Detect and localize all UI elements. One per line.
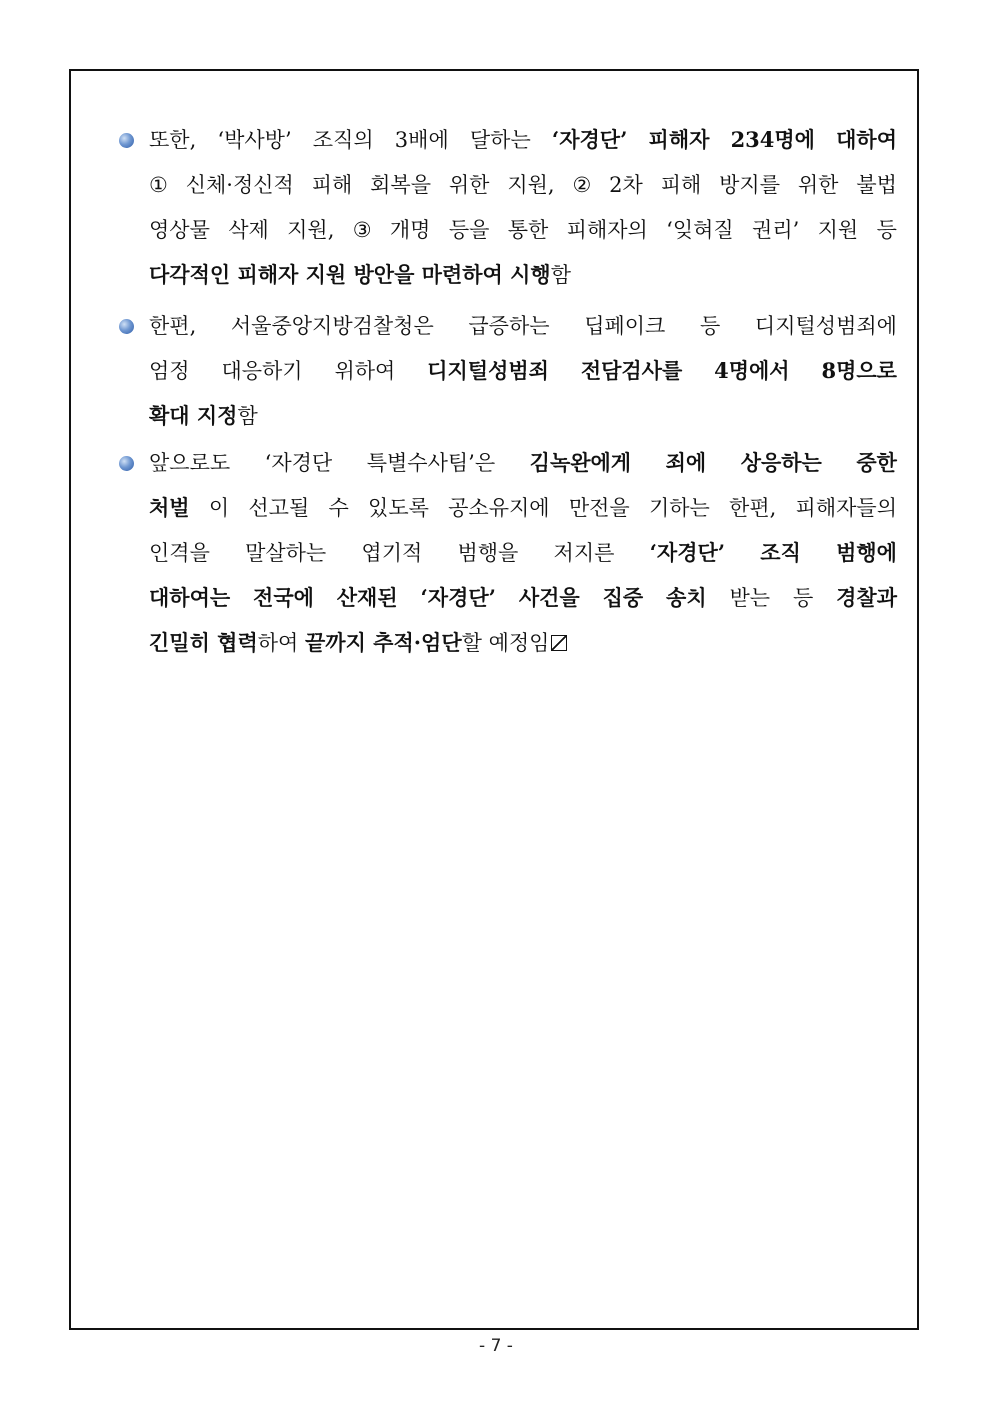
word: 특별수사팀’은 (366, 451, 496, 475)
text-line (149, 448, 897, 478)
word: 엽기적 (361, 541, 423, 565)
bold-word: 대하여 (836, 127, 897, 152)
word: 기하는 (648, 496, 710, 520)
bold-word: 상응하는 (740, 450, 822, 475)
word: 권리’ (752, 218, 800, 242)
word: 달하는 (469, 128, 531, 152)
end-mark-icon (551, 635, 567, 651)
bold-word: 처벌 (149, 495, 190, 520)
word: 피해자들의 (795, 496, 897, 520)
text-run: 하여 (257, 631, 305, 655)
word: 개명 (389, 218, 431, 242)
word: ② (572, 173, 592, 197)
word: 회복을 (370, 173, 431, 197)
word: 엄정 (149, 359, 190, 383)
word: 디지털성범죄에 (754, 314, 897, 338)
word: 또한, (149, 128, 197, 152)
word: 앞으로도 (149, 451, 231, 475)
word: 삭제 (228, 218, 269, 242)
word: 지원 (817, 218, 859, 242)
bold-text: 확대 지정 (149, 403, 238, 428)
word: 있도록 (368, 496, 429, 520)
word: 딥페이크 (584, 314, 666, 338)
bold-word: 전담검사를 (580, 358, 683, 383)
word: ① (149, 173, 168, 197)
word: 불법 (856, 173, 897, 197)
bold-word: 산재된 (336, 585, 398, 610)
word: ③ (352, 218, 372, 242)
word: 영상물 (149, 218, 210, 242)
bold-word: 경찰과 (836, 585, 897, 610)
text-line (149, 311, 897, 341)
bold-word: ‘자경단’ (420, 585, 496, 610)
word: 만전을 (568, 496, 630, 520)
bold-word: 집중 (602, 585, 644, 610)
text-run: 함 (237, 404, 258, 428)
word: ‘박사방’ (217, 128, 292, 152)
word: 등 (699, 314, 721, 338)
bold-word: 234명에 (730, 127, 815, 152)
text-line (149, 125, 897, 155)
word: ‘잊혀질 (666, 218, 734, 242)
text-line (149, 538, 897, 568)
word: ‘자경단 (264, 451, 333, 475)
bold-text: 다각적인 피해자 지원 방안을 마련하여 시행 (149, 262, 551, 287)
word: 위하여 (334, 359, 396, 383)
text-run: 함 (550, 263, 571, 287)
word: 피해 (660, 173, 702, 197)
bold-word: 조직 (760, 540, 801, 565)
bold-word: 전국에 (253, 585, 314, 610)
bold-word: 대하여는 (149, 585, 231, 610)
bold-word: 디지털성범죄 (427, 358, 549, 383)
bullet-icon (119, 319, 134, 334)
text-line (149, 260, 897, 290)
bold-word: ‘자경단’ (649, 540, 726, 565)
word: 지원, (507, 173, 555, 197)
word: 3배에 (394, 128, 449, 152)
word: 선고될 (248, 496, 310, 520)
bold-word: 4명에서 (714, 358, 790, 383)
bold-word: 중한 (856, 450, 897, 475)
page-number: - 7 - (479, 1336, 513, 1356)
word: 이 (208, 496, 230, 520)
page-frame (69, 69, 919, 1330)
word: 서울중앙지방검찰청은 (230, 314, 434, 338)
word: 범행을 (457, 541, 519, 565)
bullet-icon (119, 133, 134, 148)
word: 등 (876, 218, 897, 242)
word: 피해 (311, 173, 353, 197)
word: 인격을 (149, 541, 210, 565)
bold-word: 피해자 (648, 127, 710, 152)
word: 등 (792, 586, 814, 610)
text-line (149, 170, 897, 200)
bullet-icon (119, 456, 134, 471)
word: 통한 (507, 218, 549, 242)
bold-word: 김녹완에게 (529, 450, 632, 475)
word: 급증하는 (468, 314, 550, 338)
word: 위한 (448, 173, 490, 197)
text-line (149, 215, 897, 245)
text-line (149, 583, 897, 613)
text-line (149, 628, 897, 658)
word: 2차 (609, 173, 643, 197)
bold-word: 8명으로 (821, 358, 897, 383)
bold-word: 송치 (666, 585, 707, 610)
word: 받는 (729, 586, 771, 610)
word: 신체·정신적 (185, 173, 294, 197)
word: 한편, (729, 496, 777, 520)
word: 저지른 (553, 541, 615, 565)
word: 피해자의 (566, 218, 648, 242)
bold-word: 죄에 (665, 450, 707, 475)
bold-text: 긴밀히 협력 (149, 630, 258, 655)
bold-word: 범행에 (836, 540, 897, 565)
word: 공소유지에 (448, 496, 550, 520)
word: 방지를 (719, 173, 780, 197)
word: 지원, (287, 218, 335, 242)
bold-word: ‘자경단’ (551, 127, 628, 152)
word: 말살하는 (245, 541, 327, 565)
word: 위한 (797, 173, 839, 197)
text-run: 할 예정임 (461, 631, 550, 655)
word: 등을 (448, 218, 490, 242)
text-line (149, 401, 897, 431)
word: 한편, (149, 314, 197, 338)
word: 수 (328, 496, 349, 520)
word: 대응하기 (221, 359, 303, 383)
word: 조직의 (312, 128, 374, 152)
text-line (149, 356, 897, 386)
bold-word: 사건을 (518, 585, 580, 610)
text-line (149, 493, 897, 523)
bold-text: 끝까지 추적·엄단 (305, 630, 462, 655)
